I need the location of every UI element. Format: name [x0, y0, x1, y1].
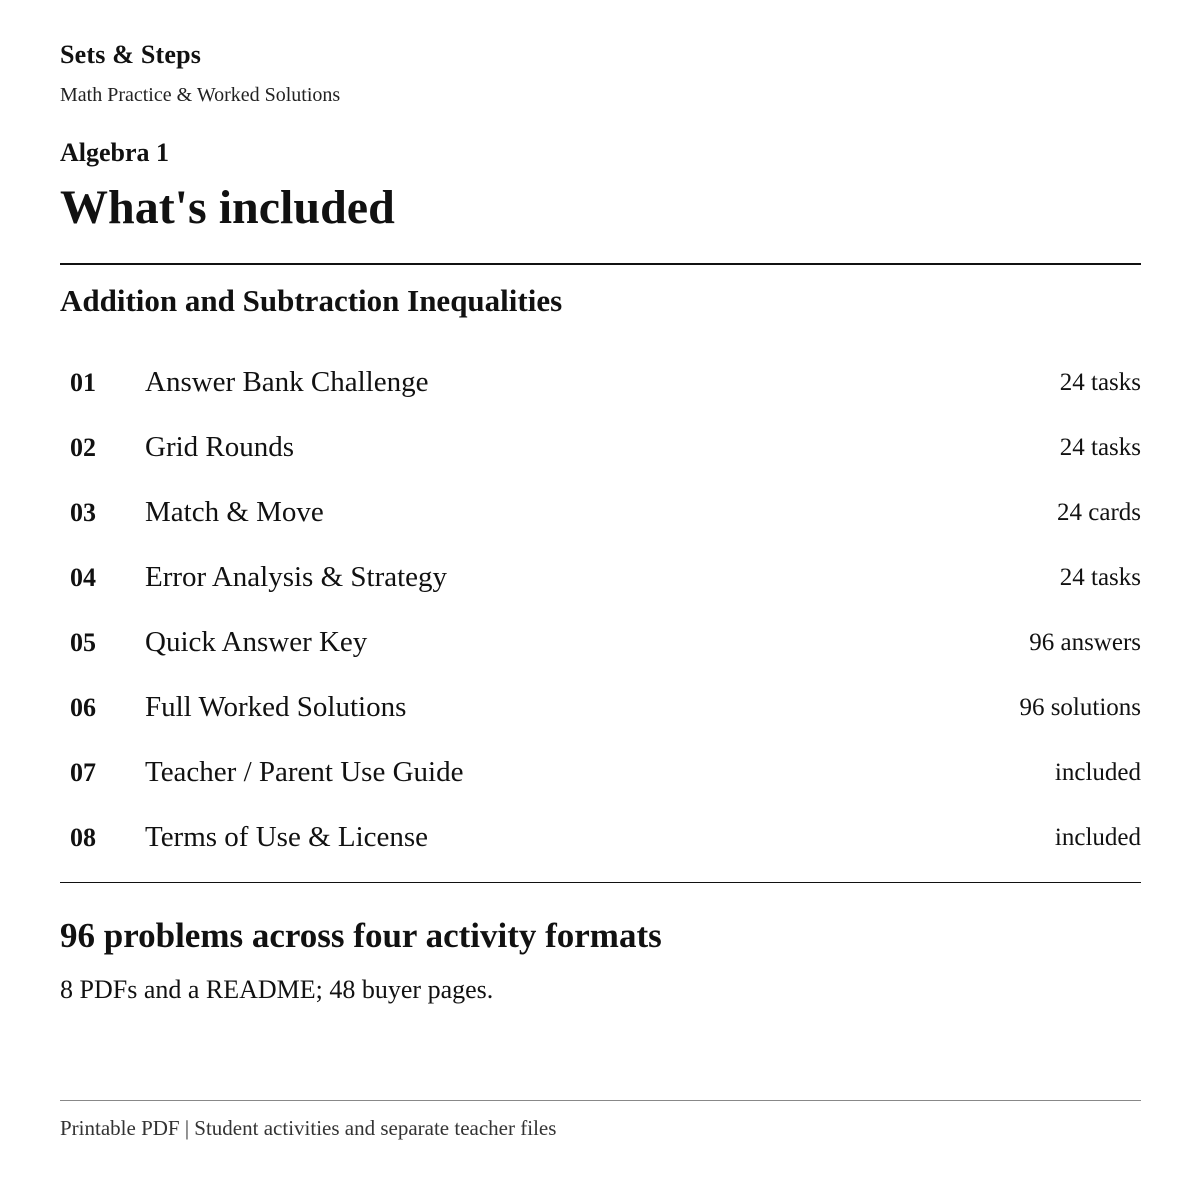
footer-divider — [60, 1100, 1141, 1101]
summary-detail: 8 PDFs and a README; 48 buyer pages. — [60, 975, 494, 1004]
item-count: 96 solutions — [1019, 694, 1141, 721]
item-count: 24 tasks — [1059, 434, 1141, 461]
item-number: 03 — [70, 498, 96, 527]
item-name: Grid Rounds — [145, 431, 295, 463]
item-count: included — [1054, 759, 1141, 786]
item-name: Answer Bank Challenge — [145, 366, 429, 398]
item-number: 08 — [70, 823, 96, 852]
item-number: 02 — [70, 433, 96, 462]
list-item — [60, 417, 1141, 482]
list-item — [60, 807, 1141, 872]
course-label: Algebra 1 — [60, 138, 170, 167]
item-count: 24 cards — [1057, 499, 1141, 526]
product-page — [60, 0, 1141, 1200]
list-item — [60, 482, 1141, 547]
title-divider — [60, 263, 1141, 265]
contents-list — [60, 352, 1141, 872]
list-item — [60, 547, 1141, 612]
section-title: Addition and Subtraction Inequalities — [60, 283, 563, 318]
item-count: 96 answers — [1029, 629, 1141, 656]
item-number: 07 — [70, 758, 96, 787]
list-item — [60, 352, 1141, 417]
item-name: Error Analysis & Strategy — [145, 561, 448, 593]
item-number: 05 — [70, 628, 96, 657]
item-number: 06 — [70, 693, 96, 722]
item-count: 24 tasks — [1059, 564, 1141, 591]
item-number: 01 — [70, 368, 96, 397]
item-name: Match & Move — [145, 496, 324, 528]
page-title: What's included — [60, 181, 395, 234]
item-count: 24 tasks — [1059, 369, 1141, 396]
summary-headline: 96 problems across four activity formats — [60, 916, 662, 955]
item-name: Full Worked Solutions — [145, 691, 407, 723]
brand-name: Sets & Steps — [60, 40, 202, 69]
footer-text: Printable PDF | Student activities and separate teacher files — [60, 1116, 557, 1140]
item-name: Quick Answer Key — [145, 626, 368, 658]
list-item — [60, 612, 1141, 677]
item-name: Teacher / Parent Use Guide — [145, 756, 464, 788]
brand-tagline: Math Practice & Worked Solutions — [60, 84, 341, 106]
list-item — [60, 677, 1141, 742]
list-divider — [60, 882, 1141, 883]
item-count: included — [1054, 824, 1141, 851]
item-name: Terms of Use & License — [145, 821, 429, 853]
item-number: 04 — [70, 563, 96, 592]
list-item — [60, 742, 1141, 807]
